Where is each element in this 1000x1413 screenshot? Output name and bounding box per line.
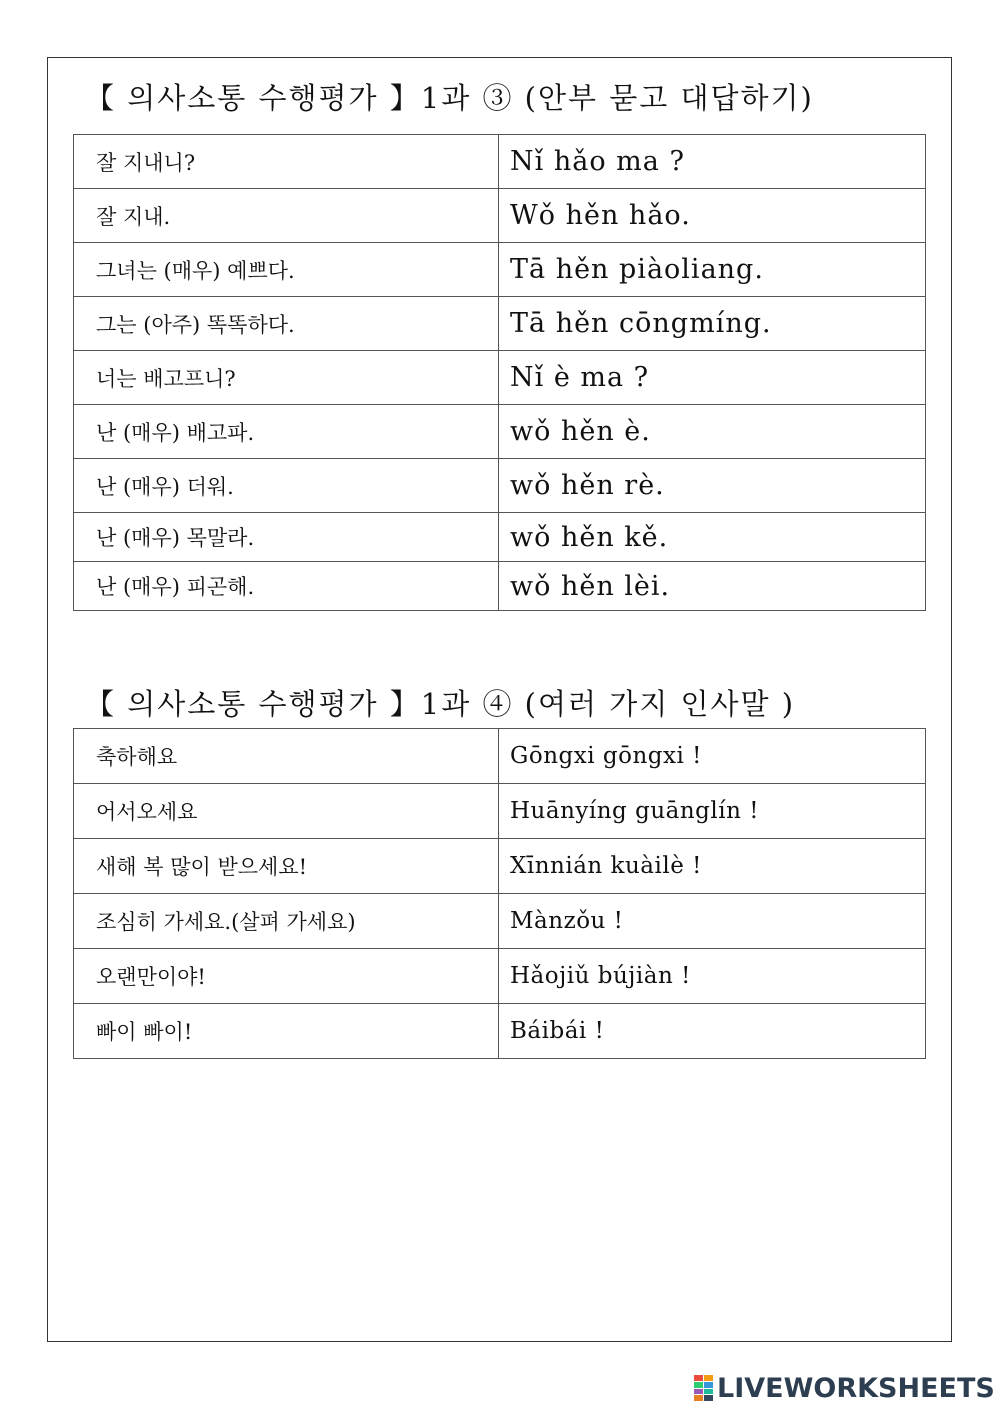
pinyin-cell: wǒ hěn lèi. (499, 562, 926, 611)
table-row (74, 189, 926, 243)
korean-cell: 그는 (아주) 똑똑하다. (74, 297, 499, 351)
logo-tile (694, 1389, 703, 1395)
pinyin-cell: Nǐ è ma ? (499, 351, 926, 405)
korean-cell: 잘 지내니? (74, 135, 499, 189)
table-row (74, 1004, 926, 1059)
korean-cell: 빠이 빠이! (74, 1004, 499, 1059)
table-row (74, 562, 926, 611)
table-row (74, 405, 926, 459)
table-row (74, 839, 926, 894)
korean-cell: 난 (매우) 더워. (74, 459, 499, 513)
logo-tile (704, 1395, 713, 1401)
pinyin-cell: wǒ hěn kě. (499, 513, 926, 562)
pinyin-cell: Gōngxi gōngxi ! (499, 729, 926, 784)
pinyin-cell: Mànzǒu ! (499, 894, 926, 949)
vocab-table-1 (73, 134, 926, 611)
table-row (74, 135, 926, 189)
table-row (74, 351, 926, 405)
table-row (74, 513, 926, 562)
logo-text: LIVEWORKSHEETS (717, 1372, 995, 1404)
korean-cell: 조심히 가세요.(살펴 가세요) (74, 894, 499, 949)
logo-tile (704, 1382, 713, 1388)
logo-mark-icon (694, 1375, 713, 1401)
table-row (74, 459, 926, 513)
table-row (74, 297, 926, 351)
section-title-various-greetings: 【 의사소통 수행평가 】1과 ④ (여러 가지 인사말 ) (85, 687, 796, 721)
pinyin-cell: Báibái ! (499, 1004, 926, 1059)
logo-tile (704, 1389, 713, 1395)
table-row (74, 949, 926, 1004)
logo-tile (694, 1382, 703, 1388)
liveworksheets-logo[interactable] (694, 1373, 995, 1403)
korean-cell: 그녀는 (매우) 예쁘다. (74, 243, 499, 297)
korean-cell: 잘 지내. (74, 189, 499, 243)
vocab-table-2 (73, 728, 926, 1059)
pinyin-cell: Hǎojiǔ bújiàn ! (499, 949, 926, 1004)
pinyin-cell: Huānyíng guānglín ! (499, 784, 926, 839)
table-row (74, 243, 926, 297)
pinyin-cell: Nǐ hǎo ma ? (499, 135, 926, 189)
logo-tile (694, 1395, 703, 1401)
pinyin-cell: Tā hěn cōngmíng. (499, 297, 926, 351)
pinyin-cell: wǒ hěn rè. (499, 459, 926, 513)
section-title-greetings-wellbeing: 【 의사소통 수행평가 】1과 ③ (안부 묻고 대답하기) (85, 81, 814, 115)
pinyin-cell: Wǒ hěn hǎo. (499, 189, 926, 243)
logo-tile (704, 1375, 713, 1381)
pinyin-cell: Xīnnián kuàilè ! (499, 839, 926, 894)
korean-cell: 오랜만이야! (74, 949, 499, 1004)
table-row (74, 894, 926, 949)
korean-cell: 너는 배고프니? (74, 351, 499, 405)
korean-cell: 난 (매우) 목말라. (74, 513, 499, 562)
logo-tile (694, 1375, 703, 1381)
table-row (74, 784, 926, 839)
korean-cell: 어서오세요 (74, 784, 499, 839)
korean-cell: 축하해요 (74, 729, 499, 784)
korean-cell: 난 (매우) 피곤해. (74, 562, 499, 611)
korean-cell: 새해 복 많이 받으세요! (74, 839, 499, 894)
table-row (74, 729, 926, 784)
korean-cell: 난 (매우) 배고파. (74, 405, 499, 459)
pinyin-cell: wǒ hěn è. (499, 405, 926, 459)
pinyin-cell: Tā hěn piàoliang. (499, 243, 926, 297)
